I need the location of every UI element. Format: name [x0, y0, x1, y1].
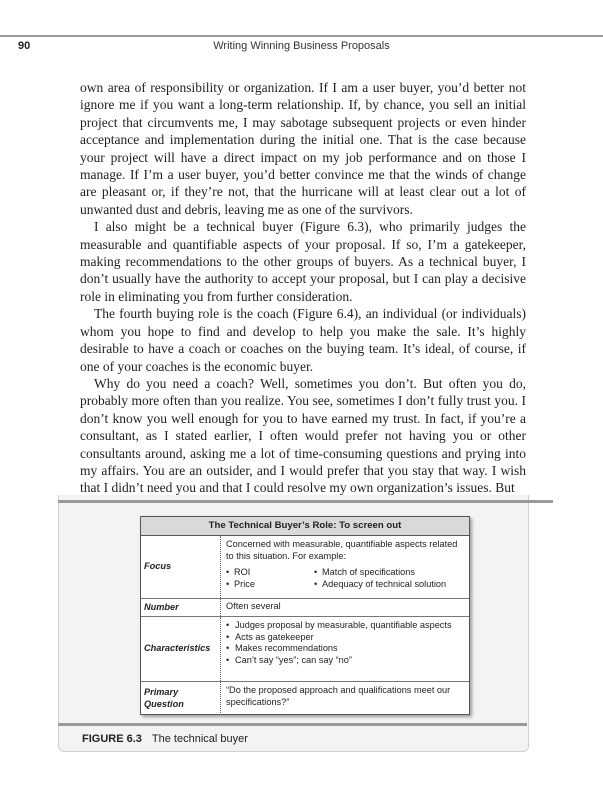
figure-top-rule — [58, 500, 553, 503]
list-item: • Match of specifications — [314, 567, 465, 579]
table-row-number — [141, 599, 469, 617]
list-item: • Can’t say “yes”; can say “no” — [226, 655, 465, 667]
row-label-focus: Focus — [141, 536, 221, 598]
list-item: • Judges proposal by measurable, quantifiable aspects — [226, 620, 465, 632]
list-item: • Makes recommendations — [226, 643, 465, 655]
list-item: • Price — [226, 579, 314, 591]
technical-buyer-table — [140, 516, 470, 715]
focus-text: Concerned with measurable, quantifiable aspects related to this situation. For example: — [226, 539, 458, 561]
row-content-characteristics — [221, 617, 469, 681]
paragraph: I also might be a technical buyer (Figure 6.3), who primarily judges the measurable and quantifiable aspects of your proposal. If so, I’m a gatekeeper, making recommendations to the other groups of buyers. As a technical buyer, I don’t usually have the authority to accept your proposal, but I can play a decisive role in eliminating you from further consideration. — [80, 219, 526, 304]
row-label-number: Number — [141, 599, 221, 616]
row-label-primary-question — [141, 682, 221, 715]
label-line: Primary — [144, 687, 179, 697]
focus-bullets — [226, 567, 465, 590]
table-row-characteristics — [141, 617, 469, 682]
page-number: 90 — [18, 40, 31, 52]
paragraph: Why do you need a coach? Well, sometimes you don’t. But often you do, probably more often than you realize. You see, sometimes I don’t fully trust you. I don’t know you well enough for you to have earned my trust. In fact, if you’re a consultant, as I stated earlier, I often would prefer not having you or other consultants around, asking me a lot of time-consuming questions and prying into my affairs. You are an outsider, and I would prefer that you stay that way. I wish that I didn’t need you and that I could resolve my own organization’s issues. But — [80, 375, 526, 496]
row-content-focus — [221, 536, 469, 598]
caption-label: FIGURE 6.3 — [82, 733, 142, 745]
figure-bottom-rule — [58, 723, 527, 726]
list-item: • ROI — [226, 567, 314, 579]
figure-caption — [82, 733, 248, 745]
paragraph: The fourth buying role is the coach (Figure 6.4), an individual (or individuals) whom you hope to find and develop to help you make the sale. It’s highly desirable to have a coach or coaches on the buying team. It’s ideal, of course, if one of your coaches is the economic buyer. — [80, 306, 526, 374]
row-content-number: Often several — [226, 601, 281, 611]
table-row-primary-question — [141, 682, 469, 715]
list-item: • Adequacy of technical solution — [314, 579, 465, 591]
label-line: Question — [144, 698, 184, 709]
table-title: The Technical Buyer’s Role: To screen out — [141, 517, 469, 536]
row-content-primary-question: “Do the proposed approach and qualifications meet our specifications?” — [226, 685, 451, 707]
paragraph: own area of responsibility or organization. If I am a user buyer, you’d better not ignore me if you want a long-term relationship. If, by chance, you sell an initial project that circumvents me, I may sabotage subsequent projects or even hinder acceptance and implementation during the initial one. That is the case because your project will have a direct impact on my job performance and on those I manage. If I’m a user buyer, you’d better convince me that the winds of change are pleasant or, if they’re not, that the hurricane will at least clear out a lot of unwanted dust and debris, leaving me as one of the survivors. — [80, 80, 526, 217]
row-label-characteristics: Characteristics — [141, 617, 221, 681]
table-row-focus — [141, 536, 469, 599]
header-rule — [0, 35, 603, 37]
running-head: Writing Winning Business Proposals — [213, 40, 390, 52]
body-text — [80, 79, 526, 497]
caption-text: The technical buyer — [151, 733, 248, 745]
list-item: • Acts as gatekeeper — [226, 632, 465, 644]
